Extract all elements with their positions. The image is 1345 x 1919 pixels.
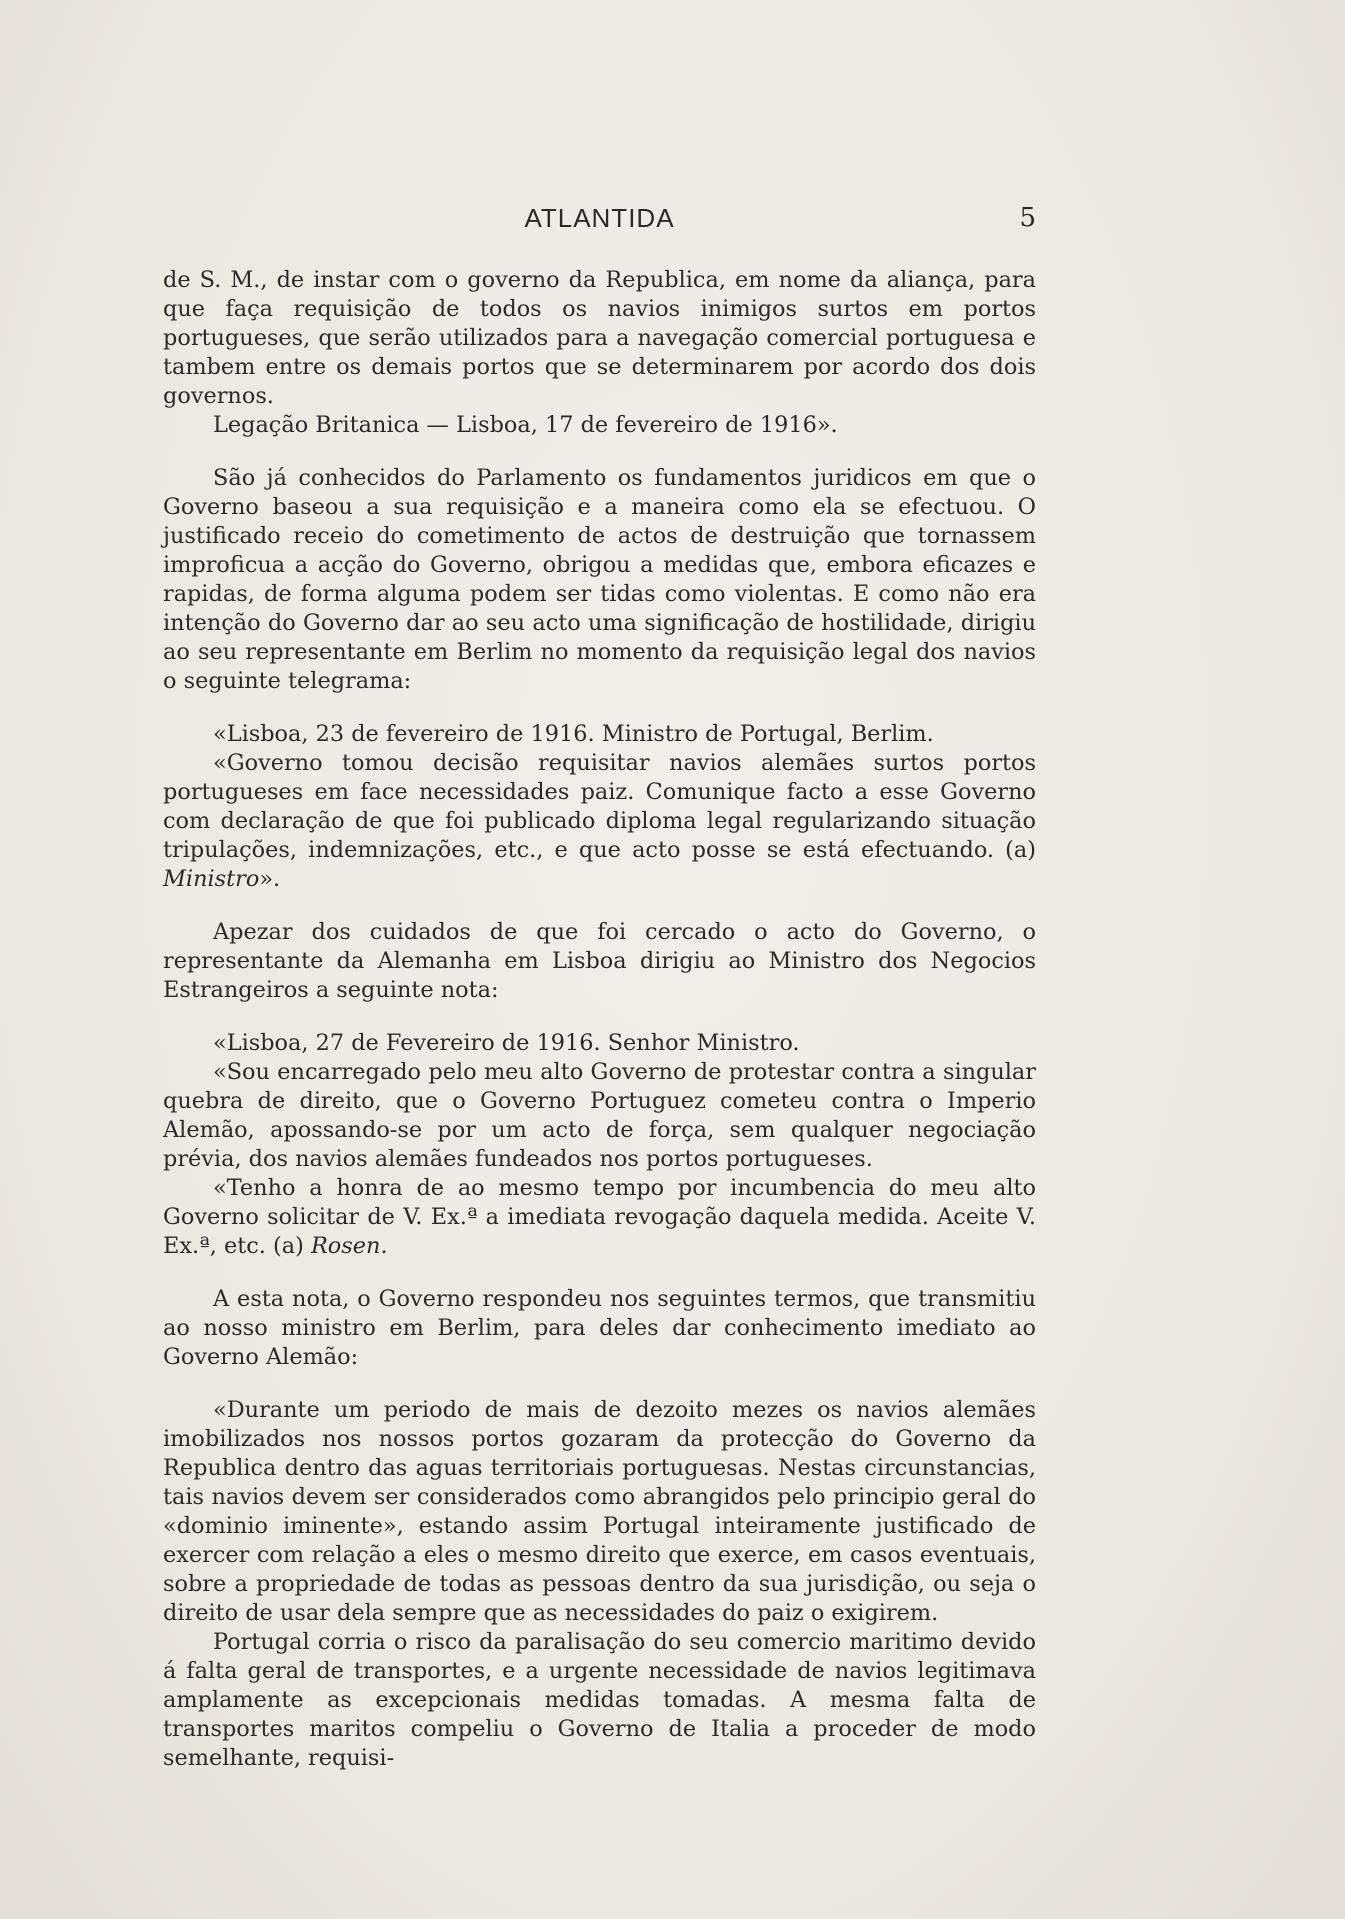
paragraph: Legação Britanica — Lisboa, 17 de fevereiro de 1916».	[213, 412, 838, 438]
page-number: 5	[1019, 203, 1036, 233]
paragraph	[163, 1174, 1036, 1261]
closing-quote: ».	[259, 866, 281, 892]
running-title: ATLANTIDA	[524, 203, 675, 233]
paragraph: Apezar dos cuidados de que foi cercado o acto do Governo, o representante da Alemanha em Lisboa dirigiu ao Ministro dos Negocios Estrangeiros a seguinte nota:	[163, 919, 1036, 1003]
signature: Ministro	[163, 866, 260, 892]
text-body	[163, 266, 1036, 1773]
paragraph: Portugal corria o risco da paralisação do seu comercio maritimo devido á falta geral de transportes, e a urgente necessidade de navios legitimava amplamente as excepcionais medidas tomadas. A mesma falta de transportes maritos compeliu o Governo de Italia a proceder de modo semelhante, requisi-	[163, 1629, 1036, 1771]
paragraph: São já conhecidos do Parlamento os fundamentos juridicos em que o Governo baseou a sua requisição e a maneira como ela se efectuou. O justificado receio do cometimento de actos de destruição que tornassem improficua a acção do Governo, obrigou a medidas que, embora eficazes e rapidas, de forma alguma podem ser tidas como violentas. E como não era intenção do Governo dar ao seu acto uma significação de hostilidade, dirigiu ao seu representante em Berlim no momento da requisição legal dos navios o seguinte telegrama:	[163, 465, 1036, 694]
paragraph	[163, 749, 1036, 894]
paragraph: «Lisboa, 27 de Fevereiro de 1916. Senhor Ministro.	[213, 1030, 800, 1056]
paragraph: A esta nota, o Governo respondeu nos seguintes termos, que transmitiu ao nosso ministro em Berlim, para deles dar conhecimento imediato ao Governo Alemão:	[163, 1286, 1036, 1370]
page-header	[163, 203, 1036, 239]
signature: Rosen.	[310, 1233, 388, 1259]
paragraph: «Durante um periodo de mais de dezoito mezes os navios alemães imobilizados nos nossos portos gozaram da protecção do Governo da Republica dentro das aguas territoriais portuguesas. Nestas circunstancias, tais navios devem ser considerados como abrangidos pelo principio geral do «dominio iminente», estando assim Portugal inteiramente justificado de exercer com relação a eles o mesmo direito que exerce, em casos eventuais, sobre a propriedade de todas as pessoas dentro da sua jurisdição, ou seja o direito de usar dela sempre que as necessidades do paiz o exigirem.	[163, 1397, 1036, 1626]
paragraph: de S. M., de instar com o governo da Republica, em nome da aliança, para que faça requisição de todos os navios inimigos surtos em portos portugueses, que serão utilizados para a navegação comercial portuguesa e tambem entre os demais portos que se determinarem por acordo dos dois governos.	[163, 267, 1036, 409]
paragraph-text: «Tenho a honra de ao mesmo tempo por incumbencia do meu alto Governo solicitar de V. Ex.ª a imediata revogação daquela medida. Aceite V. Ex.ª, etc. (a)	[163, 1175, 1036, 1259]
paragraph: «Sou encarregado pelo meu alto Governo de protestar contra a singular quebra de direito, que o Governo Portuguez cometeu contra o Imperio Alemão, apossando-se por um acto de força, sem qualquer negociação prévia, dos navios alemães fundeados nos portos portugueses.	[163, 1059, 1036, 1172]
paragraph: «Lisboa, 23 de fevereiro de 1916. Ministro de Portugal, Berlim.	[213, 721, 934, 747]
paragraph-text: «Governo tomou decisão requisitar navios alemães surtos portos portugueses em face necessidades paiz. Comunique facto a esse Governo com declaração de que foi publicado diploma legal regularizando situação tripulações, indemnizações, etc., e que acto posse se está efectuando. (a)	[163, 750, 1036, 863]
